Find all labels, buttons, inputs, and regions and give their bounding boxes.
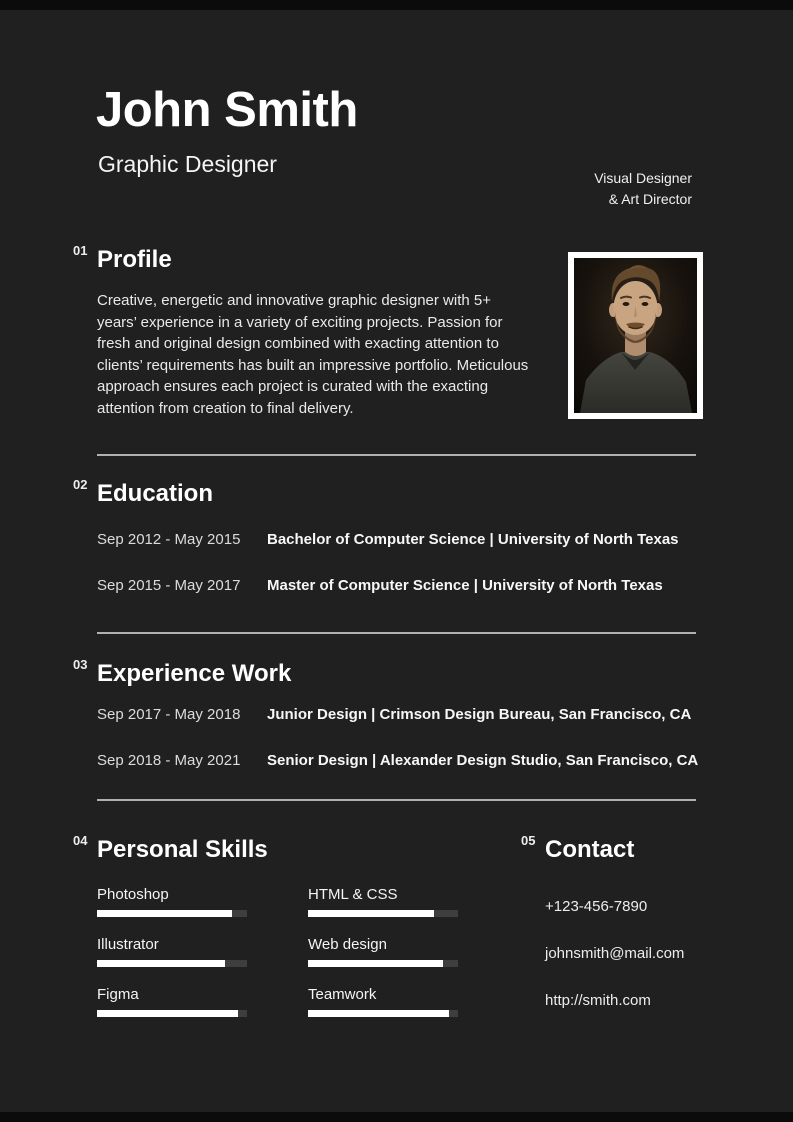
- contact-section: [521, 833, 725, 1039]
- entry-dates: Sep 2015 - May 2017: [97, 577, 241, 594]
- skills-column-right: [308, 886, 458, 1036]
- skill-progress-fill: [308, 910, 434, 917]
- contact-heading: [521, 833, 725, 864]
- profile-heading: [73, 243, 534, 274]
- entry-dates: Sep 2012 - May 2015: [97, 531, 241, 548]
- section-number: 02: [73, 477, 88, 492]
- skill-progress-fill: [308, 960, 443, 967]
- skill-progress-fill: [97, 1010, 238, 1017]
- portrait-photo: [574, 258, 697, 413]
- section-title: Experience Work: [97, 660, 292, 687]
- skill-progress-track: [308, 960, 458, 967]
- section-title: Contact: [545, 836, 635, 863]
- entry-dates: Sep 2017 - May 2018: [97, 706, 241, 723]
- section-number: 03: [73, 657, 88, 672]
- bottom-edge-bar: [0, 1112, 793, 1122]
- section-number: 04: [73, 833, 88, 848]
- skills-column-left: [97, 886, 247, 1036]
- education-entry: [97, 577, 697, 594]
- person-name: John Smith: [96, 83, 358, 137]
- contact-list: [545, 898, 725, 1009]
- divider-after-experience: [97, 799, 696, 801]
- contact-website: http://smith.com: [545, 992, 651, 1009]
- experience-entry: [97, 706, 717, 723]
- section-title: Profile: [97, 246, 172, 273]
- tagline-line-1: Visual Designer: [594, 170, 692, 186]
- skills-grid: [97, 886, 477, 1036]
- job-title: Graphic Designer: [98, 151, 277, 177]
- section-number: 01: [73, 243, 88, 258]
- divider-after-education: [97, 632, 696, 634]
- skill-item: [308, 936, 458, 967]
- skill-item: [308, 886, 458, 917]
- skill-label: Figma: [97, 986, 139, 1003]
- education-entry: [97, 531, 697, 548]
- entry-description: Junior Design | Crimson Design Bureau, San Francisco, CA: [267, 706, 692, 723]
- entry-description: Bachelor of Computer Science | University of North Texas: [267, 531, 679, 548]
- skill-item: [97, 986, 247, 1017]
- skills-section: [73, 833, 477, 1036]
- skill-progress-track: [97, 960, 247, 967]
- divider-after-profile: [97, 454, 696, 456]
- skill-item: [97, 886, 247, 917]
- profile-section: [73, 243, 534, 419]
- section-title: Education: [97, 480, 214, 507]
- skill-progress-track: [97, 910, 247, 917]
- skill-label: Teamwork: [308, 986, 377, 1003]
- top-edge-bar: [0, 0, 793, 10]
- skill-progress-track: [308, 1010, 458, 1017]
- skills-heading: [73, 833, 477, 864]
- experience-section: [73, 657, 717, 769]
- section-number: 05: [521, 833, 536, 848]
- skill-progress-fill: [308, 1010, 449, 1017]
- tagline-line-2: & Art Director: [608, 191, 692, 207]
- skill-label: HTML & CSS: [308, 886, 398, 903]
- skill-label: Web design: [308, 936, 387, 953]
- skill-progress-fill: [97, 960, 225, 967]
- contact-phone: +123-456-7890: [545, 898, 648, 915]
- education-heading: [73, 477, 697, 508]
- education-section: [73, 477, 697, 594]
- entry-description: Master of Computer Science | University of North Texas: [267, 577, 663, 594]
- skill-label: Photoshop: [97, 886, 169, 903]
- skill-progress-track: [308, 910, 458, 917]
- profile-summary-text: Creative, energetic and innovative graphic designer with 5+ years’ experience in a variety of exciting projects. Passion for fresh and original design combined with exacting attention to clients’ requirements has built an impressive portfolio. Meticulous approach ensures each project is curated with the exacting attention from creation to final delivery.: [97, 292, 529, 417]
- experience-entry: [97, 752, 717, 769]
- skill-item: [308, 986, 458, 1017]
- skill-progress-fill: [97, 910, 232, 917]
- header-tagline: [594, 168, 692, 210]
- skill-progress-track: [97, 1010, 247, 1017]
- entry-dates: Sep 2018 - May 2021: [97, 752, 241, 769]
- profile-photo-frame: [568, 252, 703, 419]
- experience-heading: [73, 657, 717, 688]
- contact-email: johnsmith@mail.com: [545, 945, 685, 962]
- entry-description: Senior Design | Alexander Design Studio, San Francisco, CA: [267, 752, 699, 769]
- skill-label: Illustrator: [97, 936, 159, 953]
- section-title: Personal Skills: [97, 836, 268, 863]
- skill-item: [97, 936, 247, 967]
